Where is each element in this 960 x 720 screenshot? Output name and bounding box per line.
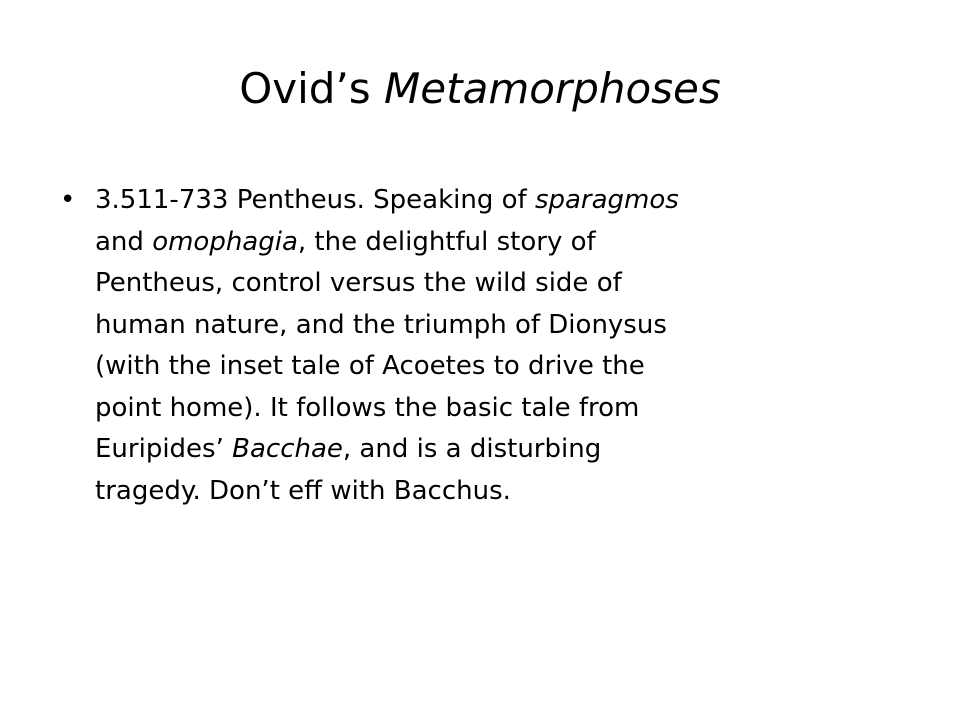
text-run: human nature, and the triumph of Dionysus xyxy=(95,309,667,340)
bullet-icon: • xyxy=(60,185,76,215)
bullet-line xyxy=(95,429,895,471)
slide-title-italic: Metamorphoses xyxy=(384,64,721,113)
bullet-line xyxy=(95,263,895,305)
text-run: Pentheus, control versus the wild side of xyxy=(95,268,622,298)
slide-body xyxy=(60,180,895,512)
text-run: and xyxy=(95,226,153,257)
slide-title xyxy=(0,58,960,120)
text-run: Euripides’ xyxy=(95,434,233,464)
bullet-line xyxy=(95,180,895,222)
bullet-text xyxy=(95,180,895,512)
slide-title-plain: Ovid’s xyxy=(239,64,385,113)
bullet-line xyxy=(95,346,895,388)
text-run: (with the inset tale of Acoetes to drive the xyxy=(95,351,645,381)
bullet-line xyxy=(95,388,895,430)
text-run: , and is a disturbing xyxy=(342,434,602,464)
italic-term: Bacchae xyxy=(232,434,343,464)
bullet-line xyxy=(95,471,895,513)
bullet-item xyxy=(60,180,895,512)
italic-term: sparagmos xyxy=(534,185,679,215)
text-run: point home). It follows the basic tale from xyxy=(95,392,640,423)
bullet-line xyxy=(95,222,895,264)
text-run: tragedy. Don’t eff with Bacchus. xyxy=(95,475,511,506)
bullet-line xyxy=(95,305,895,347)
text-run: 3.511-733 Pentheus. Speaking of xyxy=(95,185,535,215)
text-run: , the delightful story of xyxy=(297,226,596,257)
italic-term: omophagia xyxy=(152,226,298,257)
